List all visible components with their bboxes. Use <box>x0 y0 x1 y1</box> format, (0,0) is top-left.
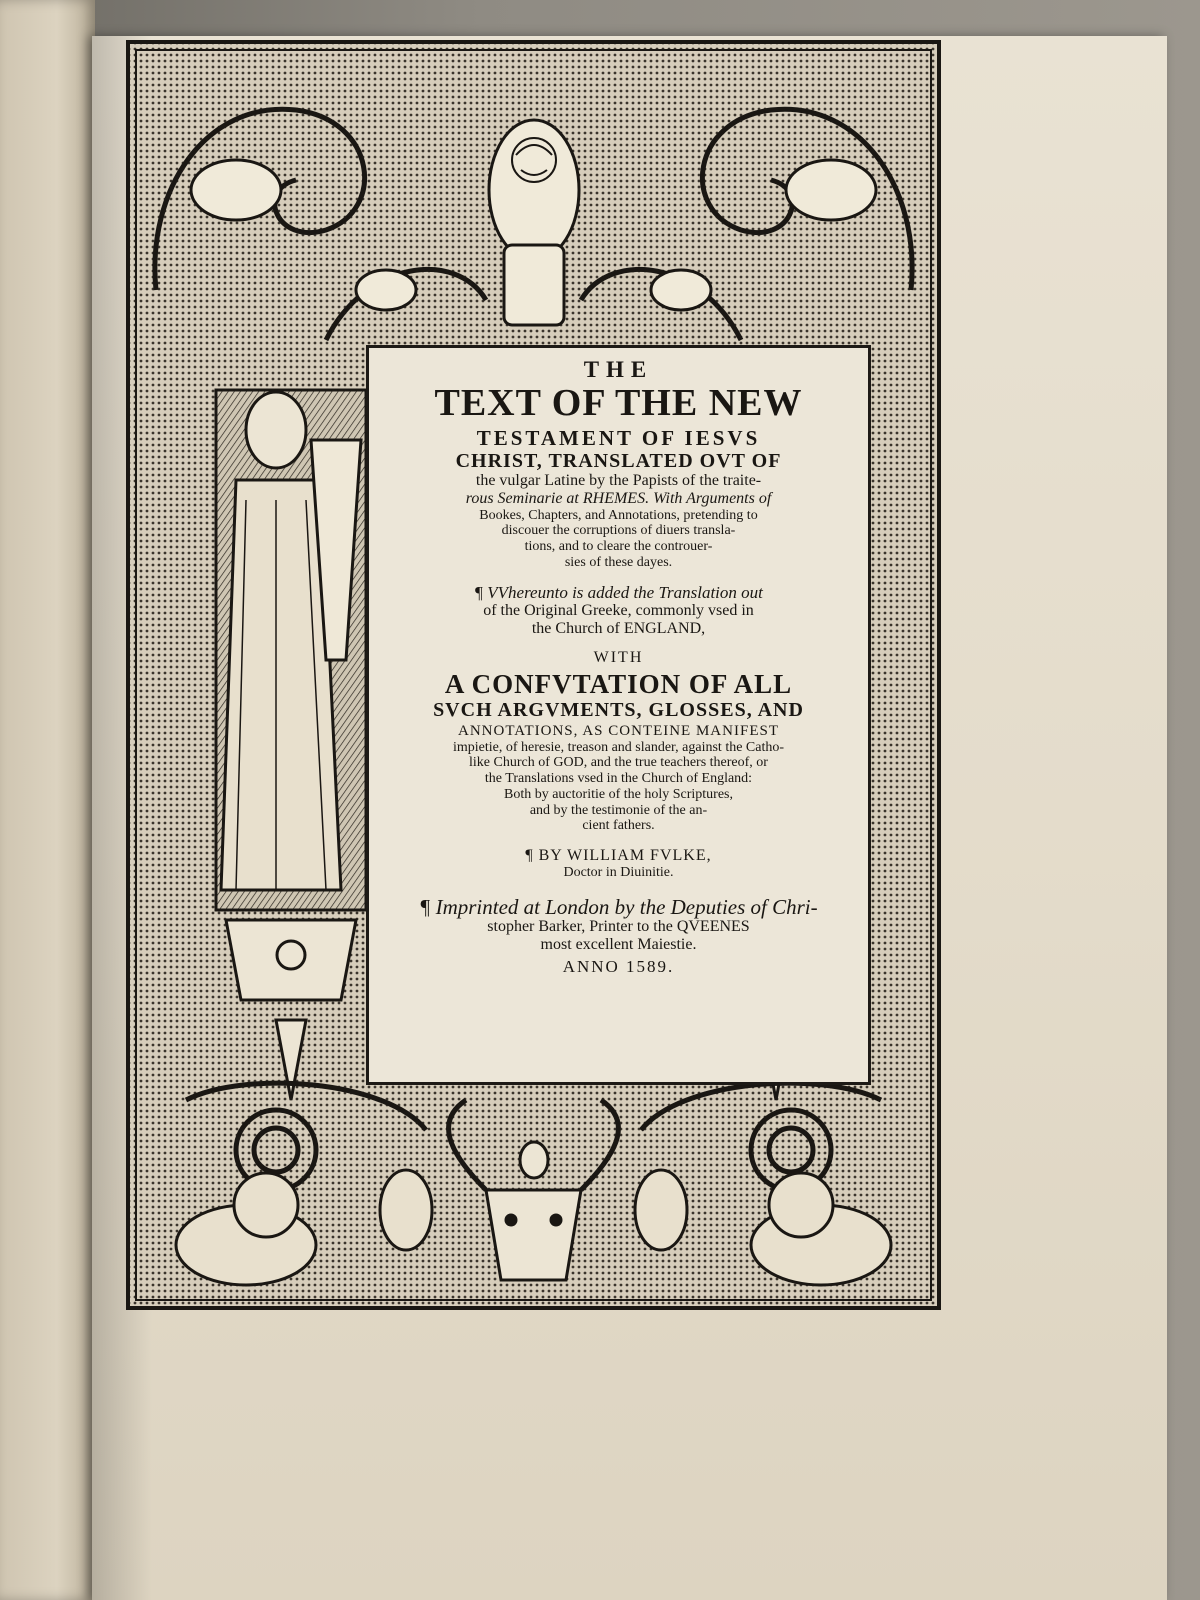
title-main: TEXT OF THE NEW <box>434 382 803 425</box>
text-tions: tions, and to cleare the controuer- <box>524 539 713 555</box>
text-like-church: like Church of GOD, and the true teachers thereof, or <box>469 755 768 771</box>
imprint-line: ¶ Imprinted at London by the Deputies of Chri- <box>419 895 818 920</box>
text-seminarie: rous Seminarie at RHEMES. With Arguments of <box>465 489 772 507</box>
text-fathers: cient fathers. <box>582 818 655 834</box>
title-such-arguments: SVCH ARGVMENTS, GLOSSES, AND <box>433 699 804 721</box>
text-vulgar: the vulgar Latine by the Papists of the traite- <box>475 472 762 490</box>
text-church: the Church of ENGLAND, <box>531 620 706 638</box>
text-original: of the Original Greeke, commonly vsed in <box>483 602 754 620</box>
author-degree: Doctor in Diuinitie. <box>563 864 674 880</box>
text-discouer: discouer the corruptions of diuers transla- <box>501 523 736 539</box>
text-whereunto: ¶ VVhereunto is added the Translation out <box>474 583 763 603</box>
text-both: Both by auctoritie of the holy Scriptures, <box>503 786 733 802</box>
imprint-year: ANNO 1589. <box>562 957 675 976</box>
left-book-leaf <box>0 0 95 1600</box>
text-sies: sies of these dayes. <box>564 554 673 570</box>
text-translations: the Translations vsed in the Church of England: <box>484 771 753 787</box>
title-text-panel <box>366 345 871 1085</box>
title-christ: CHRIST, TRANSLATED OVT OF <box>455 450 782 473</box>
text-bookes: Bookes, Chapters, and Annotations, pretending to <box>479 507 758 523</box>
text-annotations: ANNOTATIONS, AS CONTEINE MANIFEST <box>458 723 779 739</box>
left-caryatid-figure <box>216 390 366 910</box>
imprint-maiestie: most excellent Maiestie. <box>540 936 697 954</box>
title-the: THE <box>583 357 654 382</box>
text-with: WITH <box>593 648 644 666</box>
title-testament: TESTAMENT OF IESVS <box>476 426 761 451</box>
imprint-printer: stopher Barker, Printer to the QVEENES <box>487 918 750 936</box>
text-testimonie: and by the testimonie of the an- <box>529 802 708 818</box>
title-confutation: A CONFVTATION OF ALL <box>444 668 793 699</box>
text-impietie: impietie, of heresie, treason and slander, against the Catho- <box>452 739 785 755</box>
author-line: ¶ BY WILLIAM FVLKE, <box>525 846 712 864</box>
